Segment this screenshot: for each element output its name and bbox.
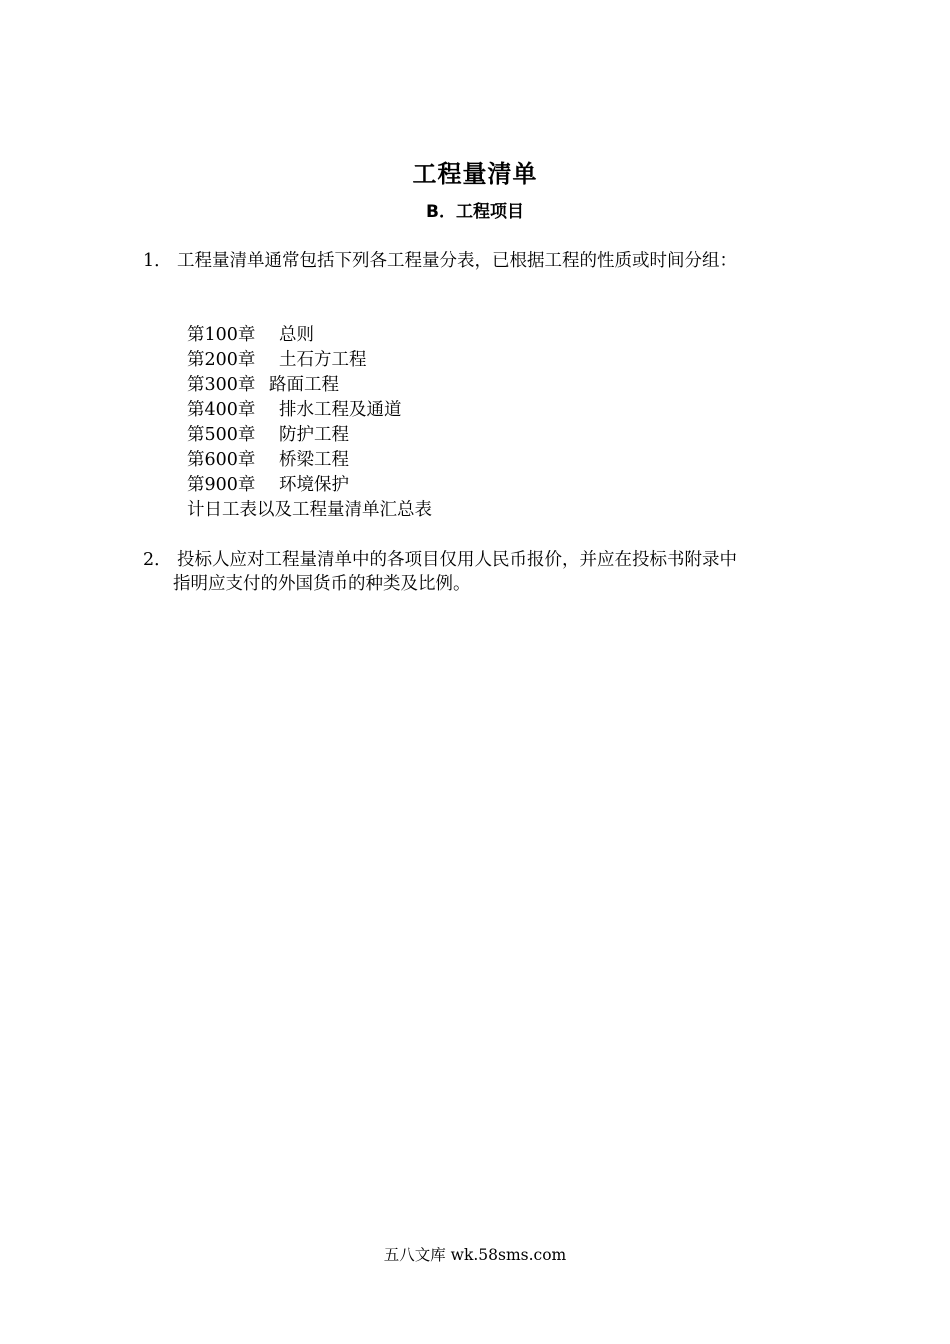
chapter-list [187, 323, 432, 523]
chapter-number: 第300章 [187, 375, 256, 395]
chapter-name: 路面工程 [269, 375, 339, 395]
chapter-name: 土石方工程 [279, 350, 367, 370]
chapter-item [187, 448, 432, 473]
chapter-item [187, 423, 432, 448]
chapter-extra-item: 计日工表以及工程量清单汇总表 [187, 500, 432, 520]
paragraph-1-number: 1． [143, 251, 172, 271]
chapter-number: 第900章 [187, 475, 256, 495]
chapter-number: 第400章 [187, 400, 256, 420]
chapter-item [187, 473, 432, 498]
page-footer: 五八文库 wk.58sms.com [383, 1246, 567, 1264]
chapter-number: 第500章 [187, 425, 256, 445]
chapter-item [187, 323, 432, 348]
chapter-number: 第100章 [187, 325, 256, 345]
paragraph-2-number: 2． [143, 550, 172, 570]
paragraph-2-line-2: 指明应支付的外国货币的种类及比例。 [173, 574, 471, 594]
chapter-number: 第200章 [187, 350, 256, 370]
paragraph-2-line-1: 投标人应对工程量清单中的各项目仅用人民币报价，并应在投标书附录中 [177, 550, 737, 570]
chapter-name: 总则 [279, 325, 314, 345]
chapter-item [187, 373, 432, 398]
chapter-item [187, 398, 432, 423]
paragraph-1-text: 工程量清单通常包括下列各工程量分表，已根据工程的性质或时间分组： [177, 251, 737, 271]
chapter-name: 排水工程及通道 [279, 400, 402, 420]
paragraph-1 [143, 249, 823, 273]
document-subtitle: B．工程项目 [426, 202, 524, 222]
chapter-item [187, 348, 432, 373]
document-title: 工程量清单 [412, 160, 538, 188]
paragraph-2 [143, 548, 823, 596]
chapter-name: 防护工程 [279, 425, 349, 445]
chapter-number: 第600章 [187, 450, 256, 470]
chapter-name: 环境保护 [279, 475, 349, 495]
chapter-name: 桥梁工程 [279, 450, 349, 470]
